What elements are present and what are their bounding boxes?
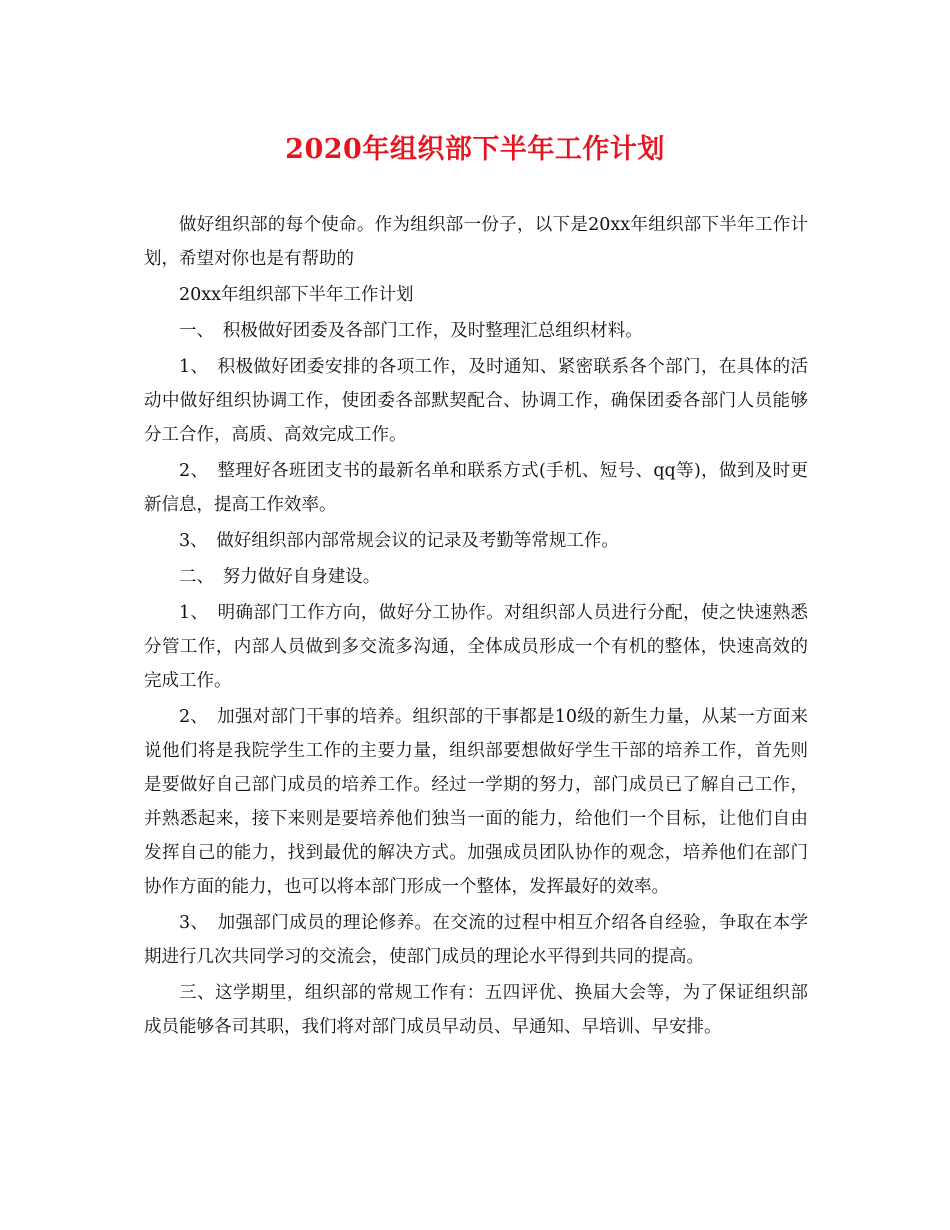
document-body — [144, 208, 808, 1046]
section-heading-1: 一、 积极做好团委及各部门工作，及时整理汇总组织材料。 — [179, 321, 643, 341]
paragraph-1-1: 1、 积极做好团委安排的各项工作，及时通知、紧密联系各个部门，在具体的活动中做好组织协调工作，使团委各部默契配合、协调工作，确保团委各部门人员能够分工合作，高质、高效完成工作。 — [144, 357, 808, 445]
paragraph-1-3: 3、 做好组织部内部常规会议的记录及考勤等常规工作。 — [179, 531, 619, 551]
paragraph-2-3: 3、 加强部门成员的理论修养。在交流的过程中相互介绍各自经验，争取在本学期进行几次共同学习的交流会，使部门成员的理论水平得到共同的提高。 — [144, 913, 808, 967]
paragraph-intro: 做好组织部的每个使命。作为组织部一份子，以下是20xx年组织部下半年工作计划，希望对你也是有帮助的 — [144, 215, 808, 269]
section-heading-3: 三、这学期里，组织部的常规工作有：五四评优、换届大会等，为了保证组织部成员能够各司其职，我们将对部门成员早动员、早通知、早培训、早安排。 — [144, 983, 808, 1037]
paragraph-2-1: 1、 明确部门工作方向，做好分工协作。对组织部人员进行分配，使之快速熟悉分管工作，内部人员做到多交流多沟通，全体成员形成一个有机的整体，快速高效的完成工作。 — [144, 603, 808, 691]
paragraph-subtitle: 20xx年组织部下半年工作计划 — [179, 285, 414, 305]
paragraph-1-2: 2、 整理好各班团支书的最新名单和联系方式(手机、短号、qq等)，做到及时更新信息，提高工作效率。 — [144, 461, 808, 515]
paragraph-2-2: 2、 加强对部门干事的培养。组织部的干事都是10级的新生力量，从某一方面来说他们将是我院学生工作的主要力量，组织部要想做好学生干部的培养工作，首先则是要做好自己部门成员的培养工作。经过一学期的努力，部门成员已了解自己工作，并熟悉起来，接下来则是要培养他们独当一面的能力，给他们一个目标，让他们自由发挥自己的能力，找到最优的解决方式。加强成员团队协作的观念，培养他们在部门协作方面的能力，也可以将本部门形成一个整体，发挥最好的效率。 — [144, 707, 808, 897]
document-title: 2020年组织部下半年工作计划 — [285, 134, 665, 165]
section-heading-2: 二、 努力做好自身建设。 — [179, 567, 381, 587]
